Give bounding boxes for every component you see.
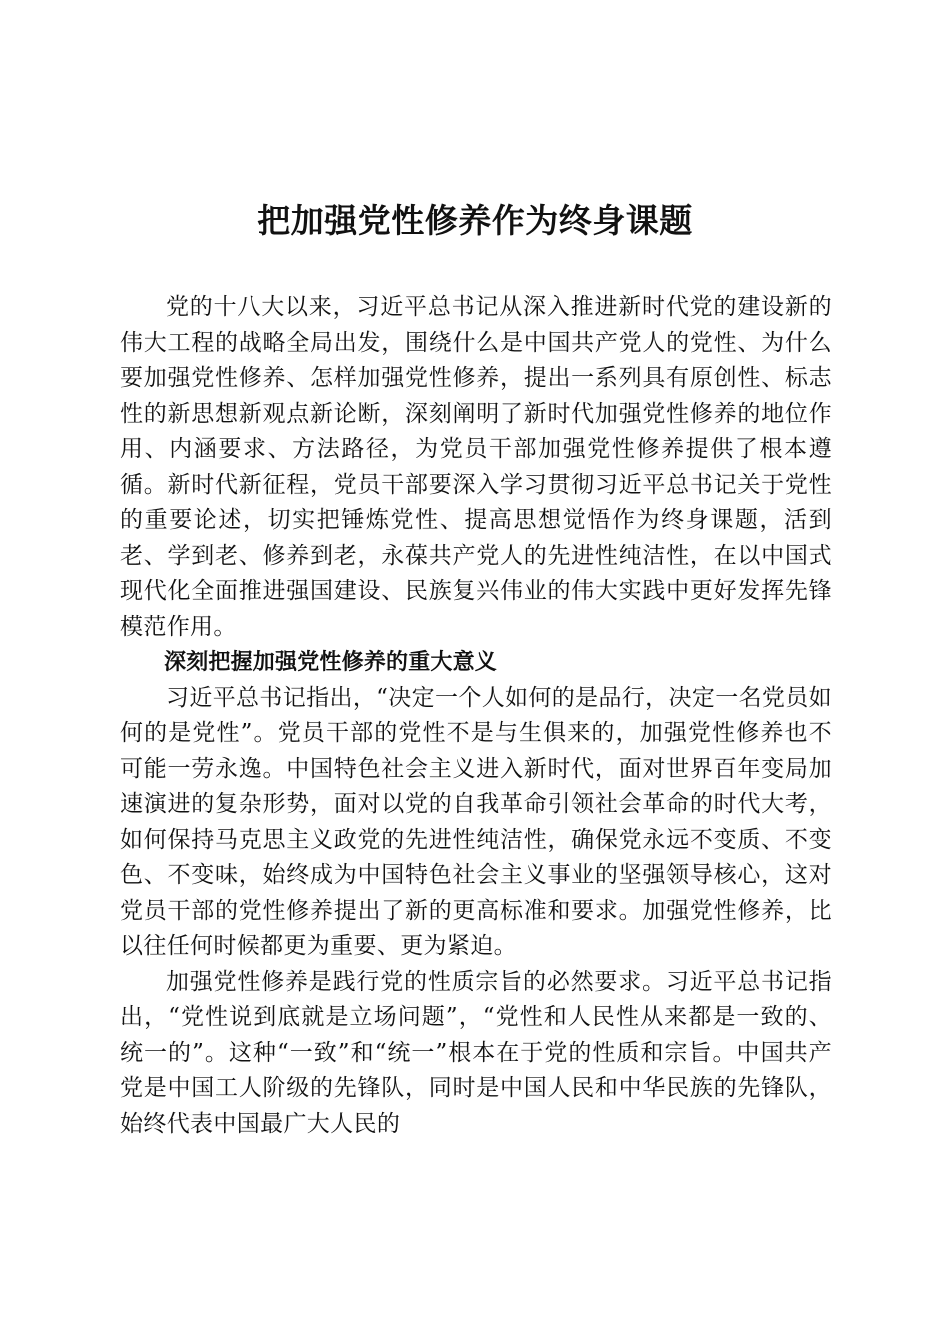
section-heading: 深刻把握加强党性修养的重大意义 — [164, 650, 498, 675]
document-title: 把加强党性修养作为终身课题 — [257, 201, 693, 240]
intro-paragraph: 党的十八大以来，习近平总书记从深入推进新时代党的建设新的伟大工程的战略全局出发，围绕什么是中国共产党人的党性、为什么要加强党性修养、怎样加强党性修养，提出一系列具有原创性、标志性的新思想新观点新论断，深刻阐明了新时代加强党性修养的地位作用、内涵要求、方法路径，为党员干部加强党性修养提供了根本遵循。新时代新征程，党员干部要深入学习贯彻习近平总书记关于党性的重要论述，切实把锤炼党性、提高思想觉悟作为终身课题，活到老、学到老、修养到老，永葆共产党人的先进性纯洁性，在以中国式现代化全面推进强国建设、民族复兴伟业的伟大实践中更好发挥先锋模范作用。 — [120, 294, 832, 640]
section-paragraph-1: 习近平总书记指出，“决定一个人如何的是品行，决定一名党员如何的是党性”。党员干部的党性不是与生俱来的，加强党性修养也不可能一劳永逸。中国特色社会主义进入新时代，面对世界百年变局加速演进的复杂形势，面对以党的自我革命引领社会革命的时代大考，如何保持马克思主义政党的先进性纯洁性，确保党永远不变质、不变色、不变味，始终成为中国特色社会主义事业的坚强领导核心，这对党员干部的党性修养提出了新的更高标准和要求。加强党性修养，比以往任何时候都更为重要、更为紧迫。 — [120, 684, 832, 959]
document-body — [120, 290, 832, 1142]
section-paragraph-2: 加强党性修养是践行党的性质宗旨的必然要求。习近平总书记指出，“党性说到底就是立场问题”，“党性和人民性从来都是一致的、统一的”。这种“一致”和“统一”根本在于党的性质和宗旨。中国共产党是中国工人阶级的先锋队，同时是中国人民和中华民族的先锋队，始终代表中国最广大人民的 — [120, 968, 832, 1137]
